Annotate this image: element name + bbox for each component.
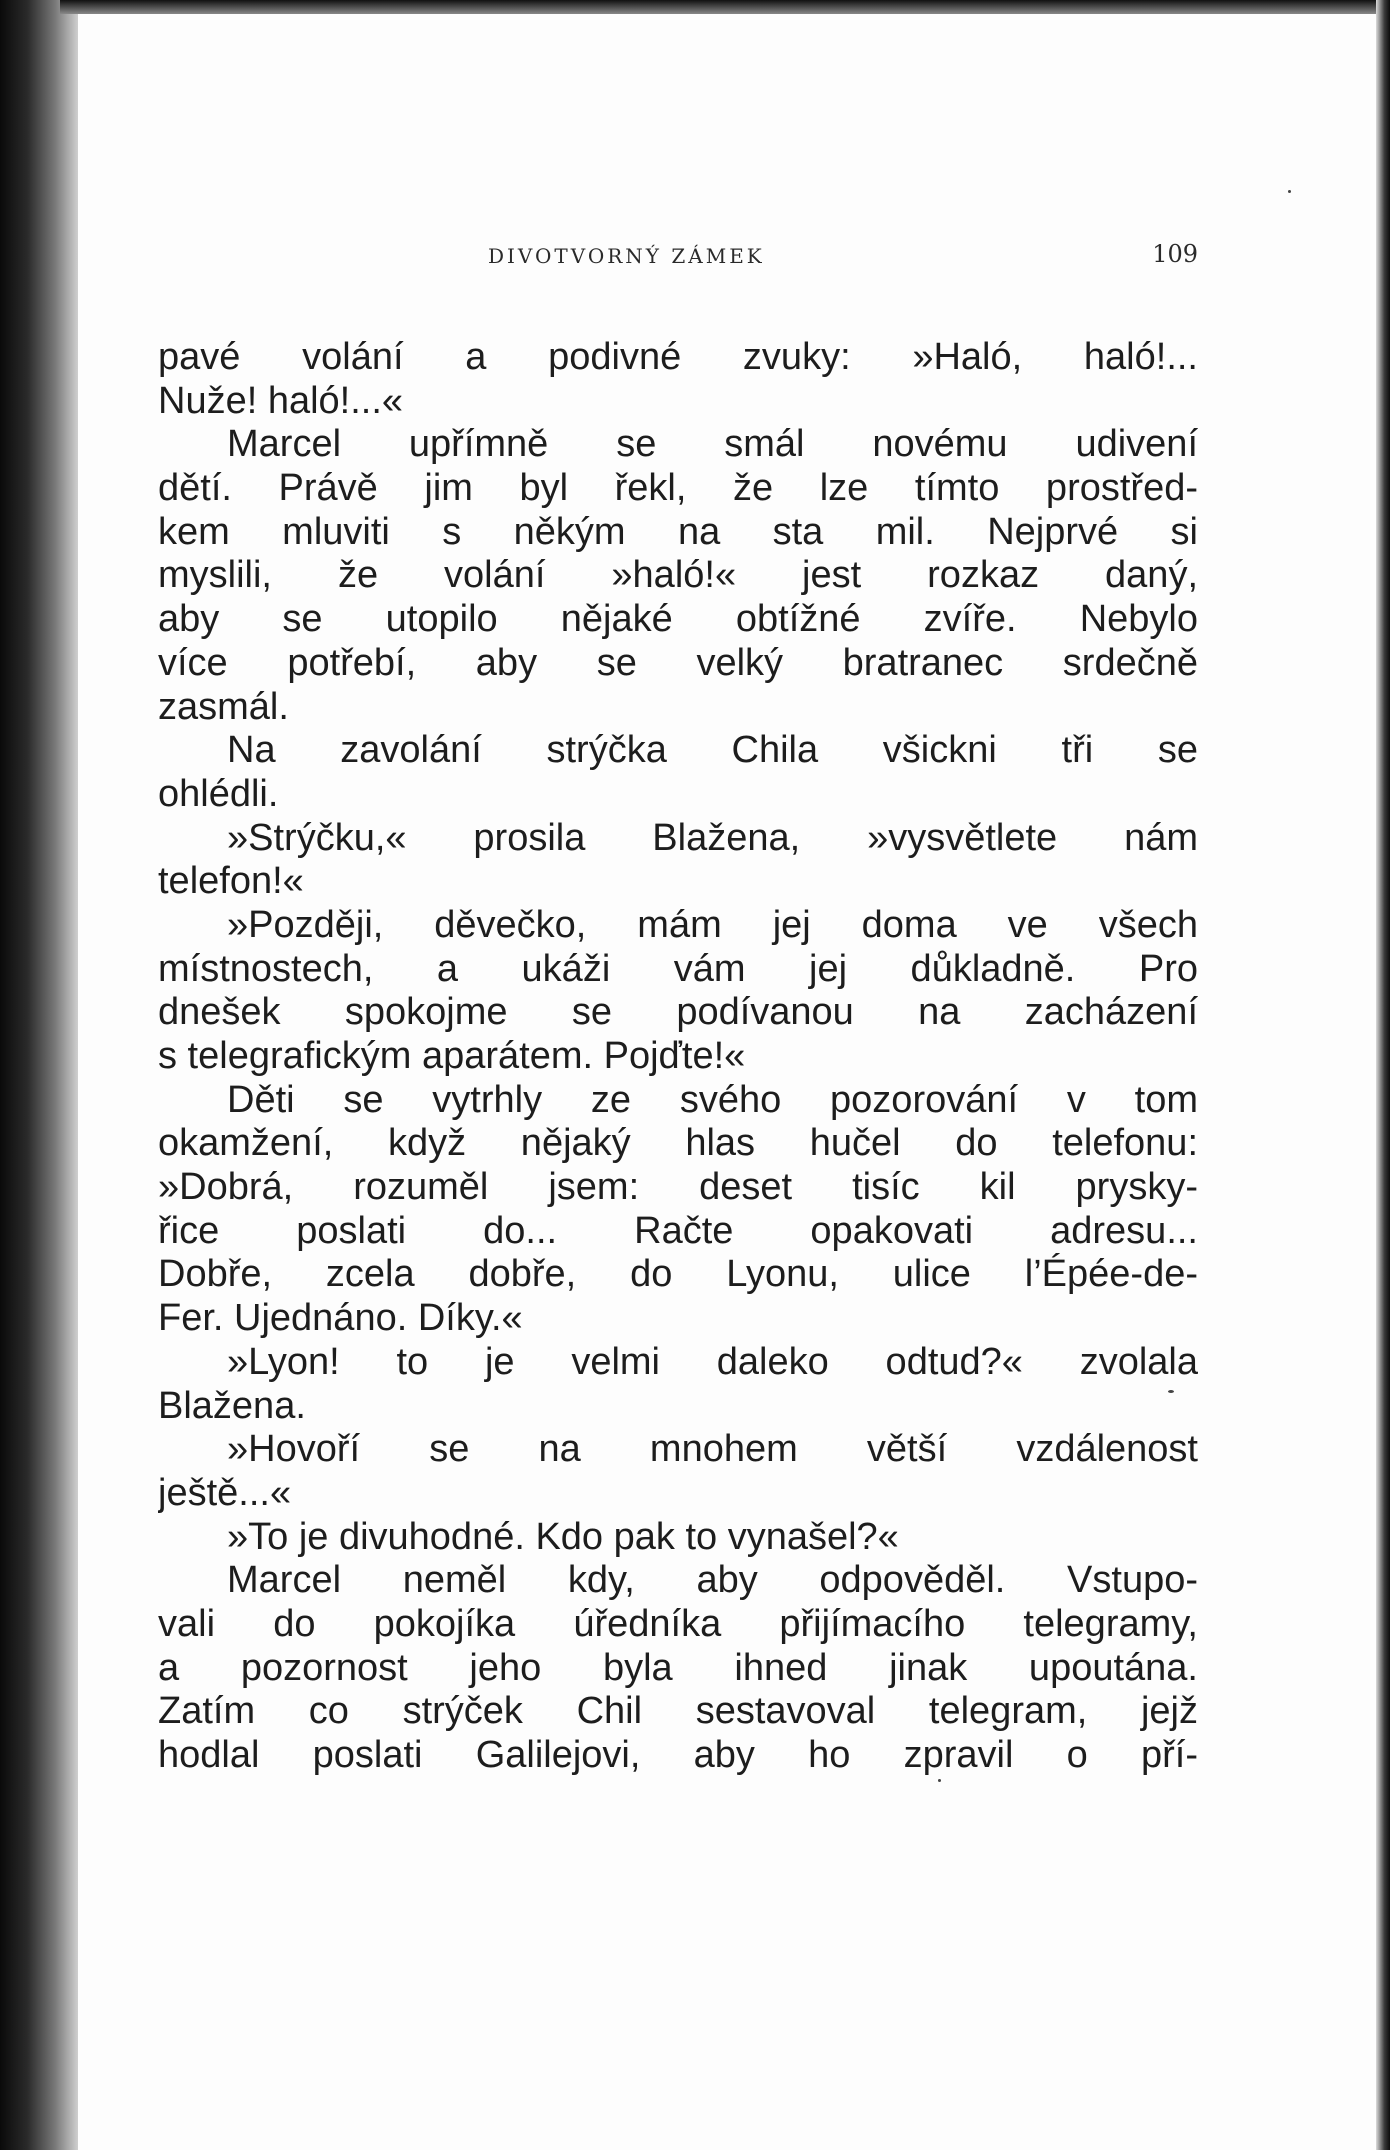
paper-speck <box>1288 190 1291 193</box>
text-line: a pozornost jeho byla ihned jinak upoutána. <box>158 1646 1198 1689</box>
text-line: ještě...« <box>158 1471 292 1514</box>
text-line: okamžení, když nějaký hlas hučel do telefonu: <box>158 1122 1198 1165</box>
text-line: více potřebí, aby se velký bratranec srdečně <box>158 641 1198 684</box>
text-line: »Později, děvečko, mám jej doma ve všech <box>227 903 1198 946</box>
text-line: »To je divuhodné. Kdo pak to vynašel?« <box>227 1515 899 1558</box>
text-line: »Strýčku,« prosila Blažena, »vysvětlete nám <box>227 816 1198 859</box>
text-line: Nuže! haló!...« <box>158 379 404 422</box>
text-line: řice poslati do... Račte opakovati adresu... <box>158 1209 1198 1252</box>
text-line: dnešek spokojme se podívanou na zacházení <box>158 991 1198 1034</box>
book-page <box>78 14 1376 2150</box>
text-line: s telegrafickým aparátem. Pojďte!« <box>158 1035 746 1077</box>
text-line: »Dobrá, rozuměl jsem: deset tisíc kil prysky- <box>158 1166 1198 1209</box>
text-line: »Hovoří se na mnohem větší vzdálenost <box>227 1428 1198 1471</box>
text-line: Dobře, zcela dobře, do Lyonu, ulice l’Épée-de- <box>158 1253 1198 1296</box>
text-line: kem mluviti s někým na sta mil. Nejprvé si <box>158 510 1198 553</box>
text-line: pavé volání a podivné zvuky: »Haló, haló!... <box>158 336 1198 378</box>
text-line: telefon!« <box>158 860 304 903</box>
running-title: DIVOTVORNÝ ZÁMEK <box>488 244 765 268</box>
text-line: Zatím co strýček Chil sestavoval telegram, jejž <box>158 1690 1198 1733</box>
scan-right-edge <box>1376 0 1390 2150</box>
text-line: zasmál. <box>158 685 289 728</box>
text-line: Děti se vytrhly ze svého pozorování v tom <box>227 1078 1198 1121</box>
page-content <box>158 240 1198 1778</box>
body-text <box>158 336 1198 1778</box>
text-line: myslili, že volání »haló!« jest rozkaz daný, <box>158 554 1198 597</box>
text-line: »Lyon! to je velmi daleko odtud?« zvolala <box>227 1340 1198 1383</box>
text-line: Na zavolání strýčka Chila všickni tři se <box>227 729 1198 772</box>
page-header <box>158 240 1198 284</box>
text-line: místnostech, a ukáži vám jej důkladně. Pro <box>158 947 1198 990</box>
scan-top-edge <box>60 0 1390 14</box>
text-line: aby se utopilo nějaké obtížné zvíře. Nebylo <box>158 598 1198 641</box>
text-line: ohlédli. <box>158 772 279 815</box>
text-line: Blažena. <box>158 1384 306 1427</box>
paper-speck <box>938 1779 941 1782</box>
text-line: dětí. Právě jim byl řekl, že lze tímto prostřed- <box>158 467 1198 510</box>
scan-left-edge <box>0 0 78 2150</box>
page-number: 109 <box>1152 240 1198 268</box>
text-line: Marcel upřímně se smál novému udivení <box>227 423 1198 466</box>
text-line: vali do pokojíka úředníka přijímacího telegramy, <box>158 1602 1198 1645</box>
text-line: Fer. Ujednáno. Díky.« <box>158 1297 523 1340</box>
text-line: Marcel neměl kdy, aby odpověděl. Vstupo- <box>227 1559 1198 1602</box>
text-line: hodlal poslati Galilejovi, aby ho zpravil o pří- <box>158 1734 1198 1776</box>
